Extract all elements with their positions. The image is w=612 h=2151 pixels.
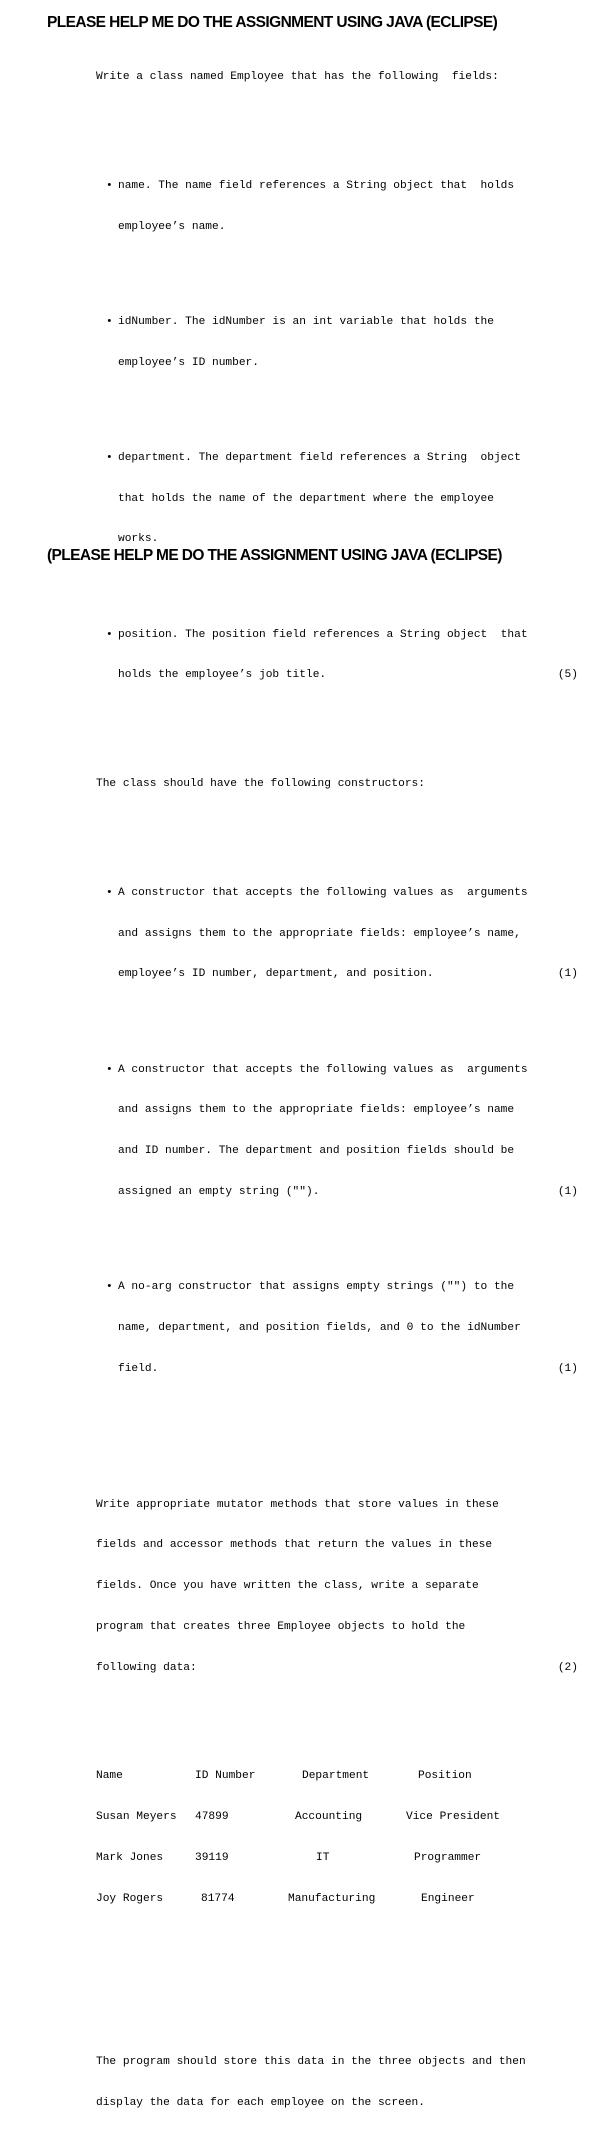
points-mark: (1): [557, 1185, 578, 1198]
field-item: • department. The department field references a String object that holds the name of the department where the employee works.: [106, 451, 521, 546]
table-row: Mark Jones 39119 IT Programmer: [96, 1851, 482, 1864]
bullet-icon: •: [106, 451, 113, 464]
bullet-icon: •: [106, 315, 113, 328]
constructor-item: • A constructor that accepts the following values as arguments and assigns them to the appropriate fields: employee’s name, employee’s ID number, department, and position. (1): [106, 886, 578, 981]
header-id: ID Number: [195, 1770, 256, 1783]
points-mark: (2): [557, 1661, 578, 1674]
bullet-icon: •: [106, 1281, 113, 1294]
assignment-body: [96, 44, 586, 2151]
header-position: Position: [418, 1770, 472, 1783]
mutator-paragraph: Write appropriate mutator methods that store values in these fields and accessor methods that return the values in these fields. Once you have written the class, write a separate program that creates three Employee objects to hold the following data: (2): [96, 1498, 578, 1674]
points-mark: (1): [557, 968, 578, 981]
field-list: [96, 126, 586, 738]
header-department: Department: [302, 1770, 370, 1783]
assignment-heading-top: PLEASE HELP ME DO THE ASSIGNMENT USING JAVA (ECLIPSE): [47, 14, 498, 31]
field-item: • position. The position field references a String object that holds the employee’s job title. (5): [106, 628, 578, 682]
table-header: [96, 1770, 586, 1784]
bullet-icon: •: [106, 628, 113, 641]
points-mark: (1): [557, 1362, 578, 1375]
field-item: • name. The name field references a String object that holds employee’s name.: [106, 179, 515, 233]
closing-paragraph: The program should store this data in the three objects and then display the data for each employee on the screen.: [96, 2055, 526, 2109]
intro-line: Write a class named Employee that has the following fields:: [96, 71, 499, 84]
constructor-list: [96, 832, 586, 1430]
constructor-item: • A no-arg constructor that assigns empty strings ("") to the name, department, and position fields, and 0 to the idNumber field. (1): [106, 1281, 578, 1375]
assignment-heading-bottom: (PLEASE HELP ME DO THE ASSIGNMENT USING JAVA (ECLIPSE): [47, 547, 502, 564]
table-row: Joy Rogers 81774 Manufacturing Engineer: [96, 1892, 475, 1905]
table-row: Susan Meyers 47899 Accounting Vice President: [96, 1811, 500, 1824]
bullet-icon: •: [106, 179, 113, 192]
field-item: • idNumber. The idNumber is an int variable that holds the employee’s ID number.: [106, 315, 494, 369]
constructor-item: • A constructor that accepts the following values as arguments and assigns them to the appropriate fields: employee’s name and ID number. The department and position fields should be assigned an empty string (""). (1): [106, 1063, 578, 1198]
employee-table: [96, 1743, 586, 1933]
header-name: Name: [96, 1770, 123, 1783]
bullet-icon: •: [106, 886, 113, 899]
constructors-intro: The class should have the following constructors:: [96, 778, 425, 791]
points-mark: (5): [557, 669, 578, 682]
bullet-icon: •: [106, 1063, 113, 1076]
